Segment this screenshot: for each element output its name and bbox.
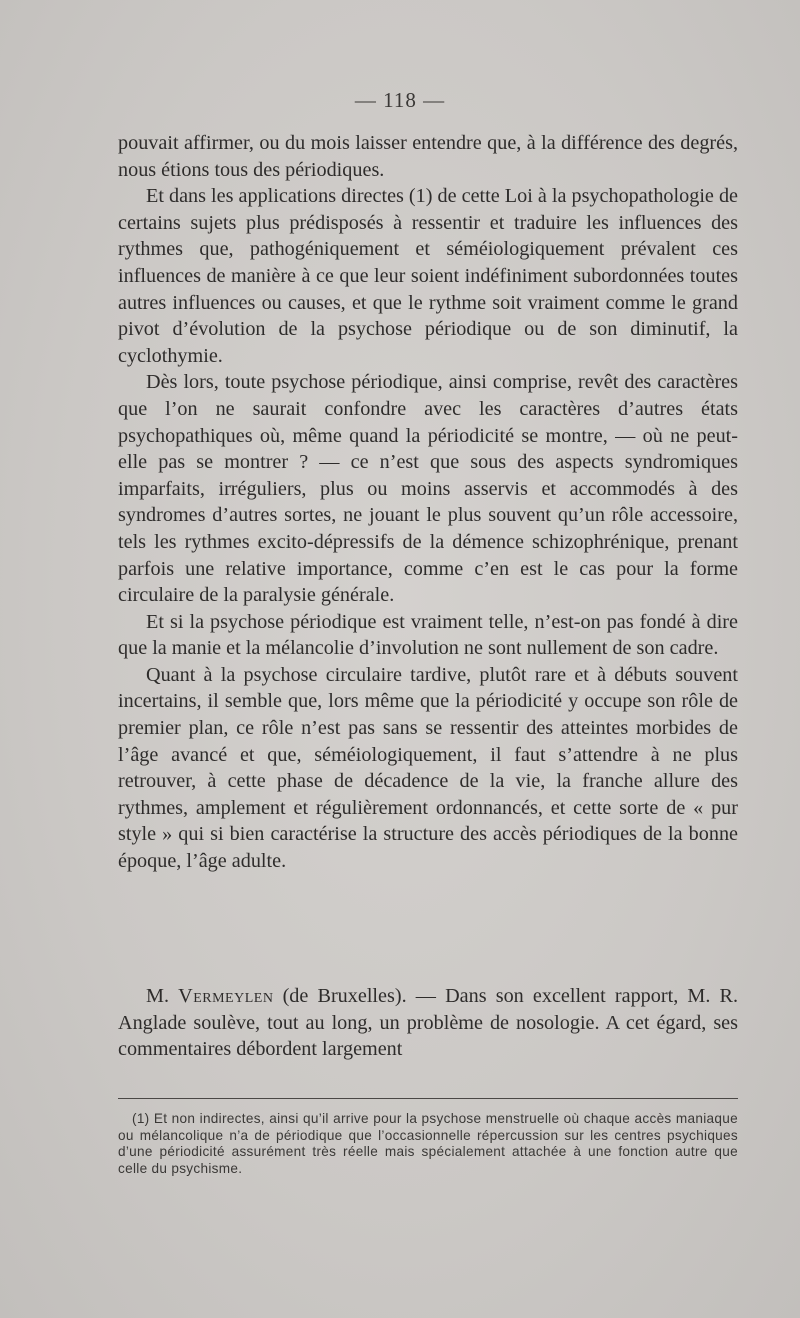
paragraph-5: Quant à la psychose circulaire tardive, plutôt rare et à débuts souvent incertains, il semble que, lors même que la périodicité y occupe son rôle de premier plan, ce rôle n’est pas sans se ressentir des atteintes morbides de l’âge avancé et que, séméiologiquement, il faut s’attendre à ne plus retrouver, à cette phase de décadence de la vie, la franche allure des rythmes, amplement et régulièrement ordonnancés, et cette sorte de « pur style » qui si bien caractérise la structure des accès périodiques de la bonne époque, l’âge adulte. xyxy=(118,663,738,873)
footnote-text: (1) Et non indirectes, ainsi qu’il arrive pour la psychose menstruelle où chaque accès maniaque ou mélancolique n’a de périodique que l’occasionnelle répercussion sur les centres psychiques d’une périodicité assurément très réelle mais spécialement attachée à une fonction autre que celle du psychisme. xyxy=(118,1111,738,1176)
speaker-name: Vermeylen xyxy=(178,985,274,1007)
discussion-block xyxy=(118,983,738,1063)
paragraph-1: pouvait affirmer, ou du mois laisser entendre que, à la différence des degrés, nous étions tous des périodiques. xyxy=(118,132,738,181)
discussion-paragraph xyxy=(118,983,738,1063)
paragraph-3: Dès lors, toute psychose périodique, ainsi comprise, revêt des caractères que l’on ne saurait confondre avec les caractères d’autres états psychopathiques où, même quand la périodicité se montre, — où ne peut-elle pas se montrer ? — ce n’est que sous des aspects syndromiques imparfaits, irréguliers, plus ou moins asservis et accommodés à des syndromes d’autres sortes, ne jouant le plus souvent qu’un rôle accessoire, tels les rythmes excito-dépressifs de la démence schizophrénique, prenant parfois une relative importance, comme c’en est le cas pour la forme circulaire de la paralysie générale. xyxy=(118,371,738,607)
paragraph-4: Et si la psychose périodique est vraiment telle, n’est-on pas fondé à dire que la manie et la mélancolie d’involution ne sont nullement de son cadre. xyxy=(118,610,738,660)
speaker-origin: (de Bruxelles). xyxy=(282,985,407,1007)
main-text xyxy=(118,130,738,875)
speaker-title: M. xyxy=(146,985,169,1007)
page-number: — 118 — xyxy=(354,88,446,112)
footnote xyxy=(118,1111,738,1177)
paragraph-2: Et dans les applications directes (1) de cette Loi à la psychopathologie de certains sujets plus prédisposés à ressentir et traduire les influences des rythmes que, pathogéniquement et séméiologiquement prévalent ces influences de manière à ce que leur soient indéfiniment subordonnées toutes autres influences ou causes, et que le rythme soit vraiment comme le grand pivot d’évolution de la psychose périodique ou de son diminutif, la cyclothymie. xyxy=(118,185,738,367)
footnote-divider xyxy=(118,1098,738,1099)
discussion-text: — Dans son excellent rapport, M. R. Anglade soulève, tout au long, un problème de nosologie. A cet égard, ses commentaires débordent largement xyxy=(118,985,739,1061)
